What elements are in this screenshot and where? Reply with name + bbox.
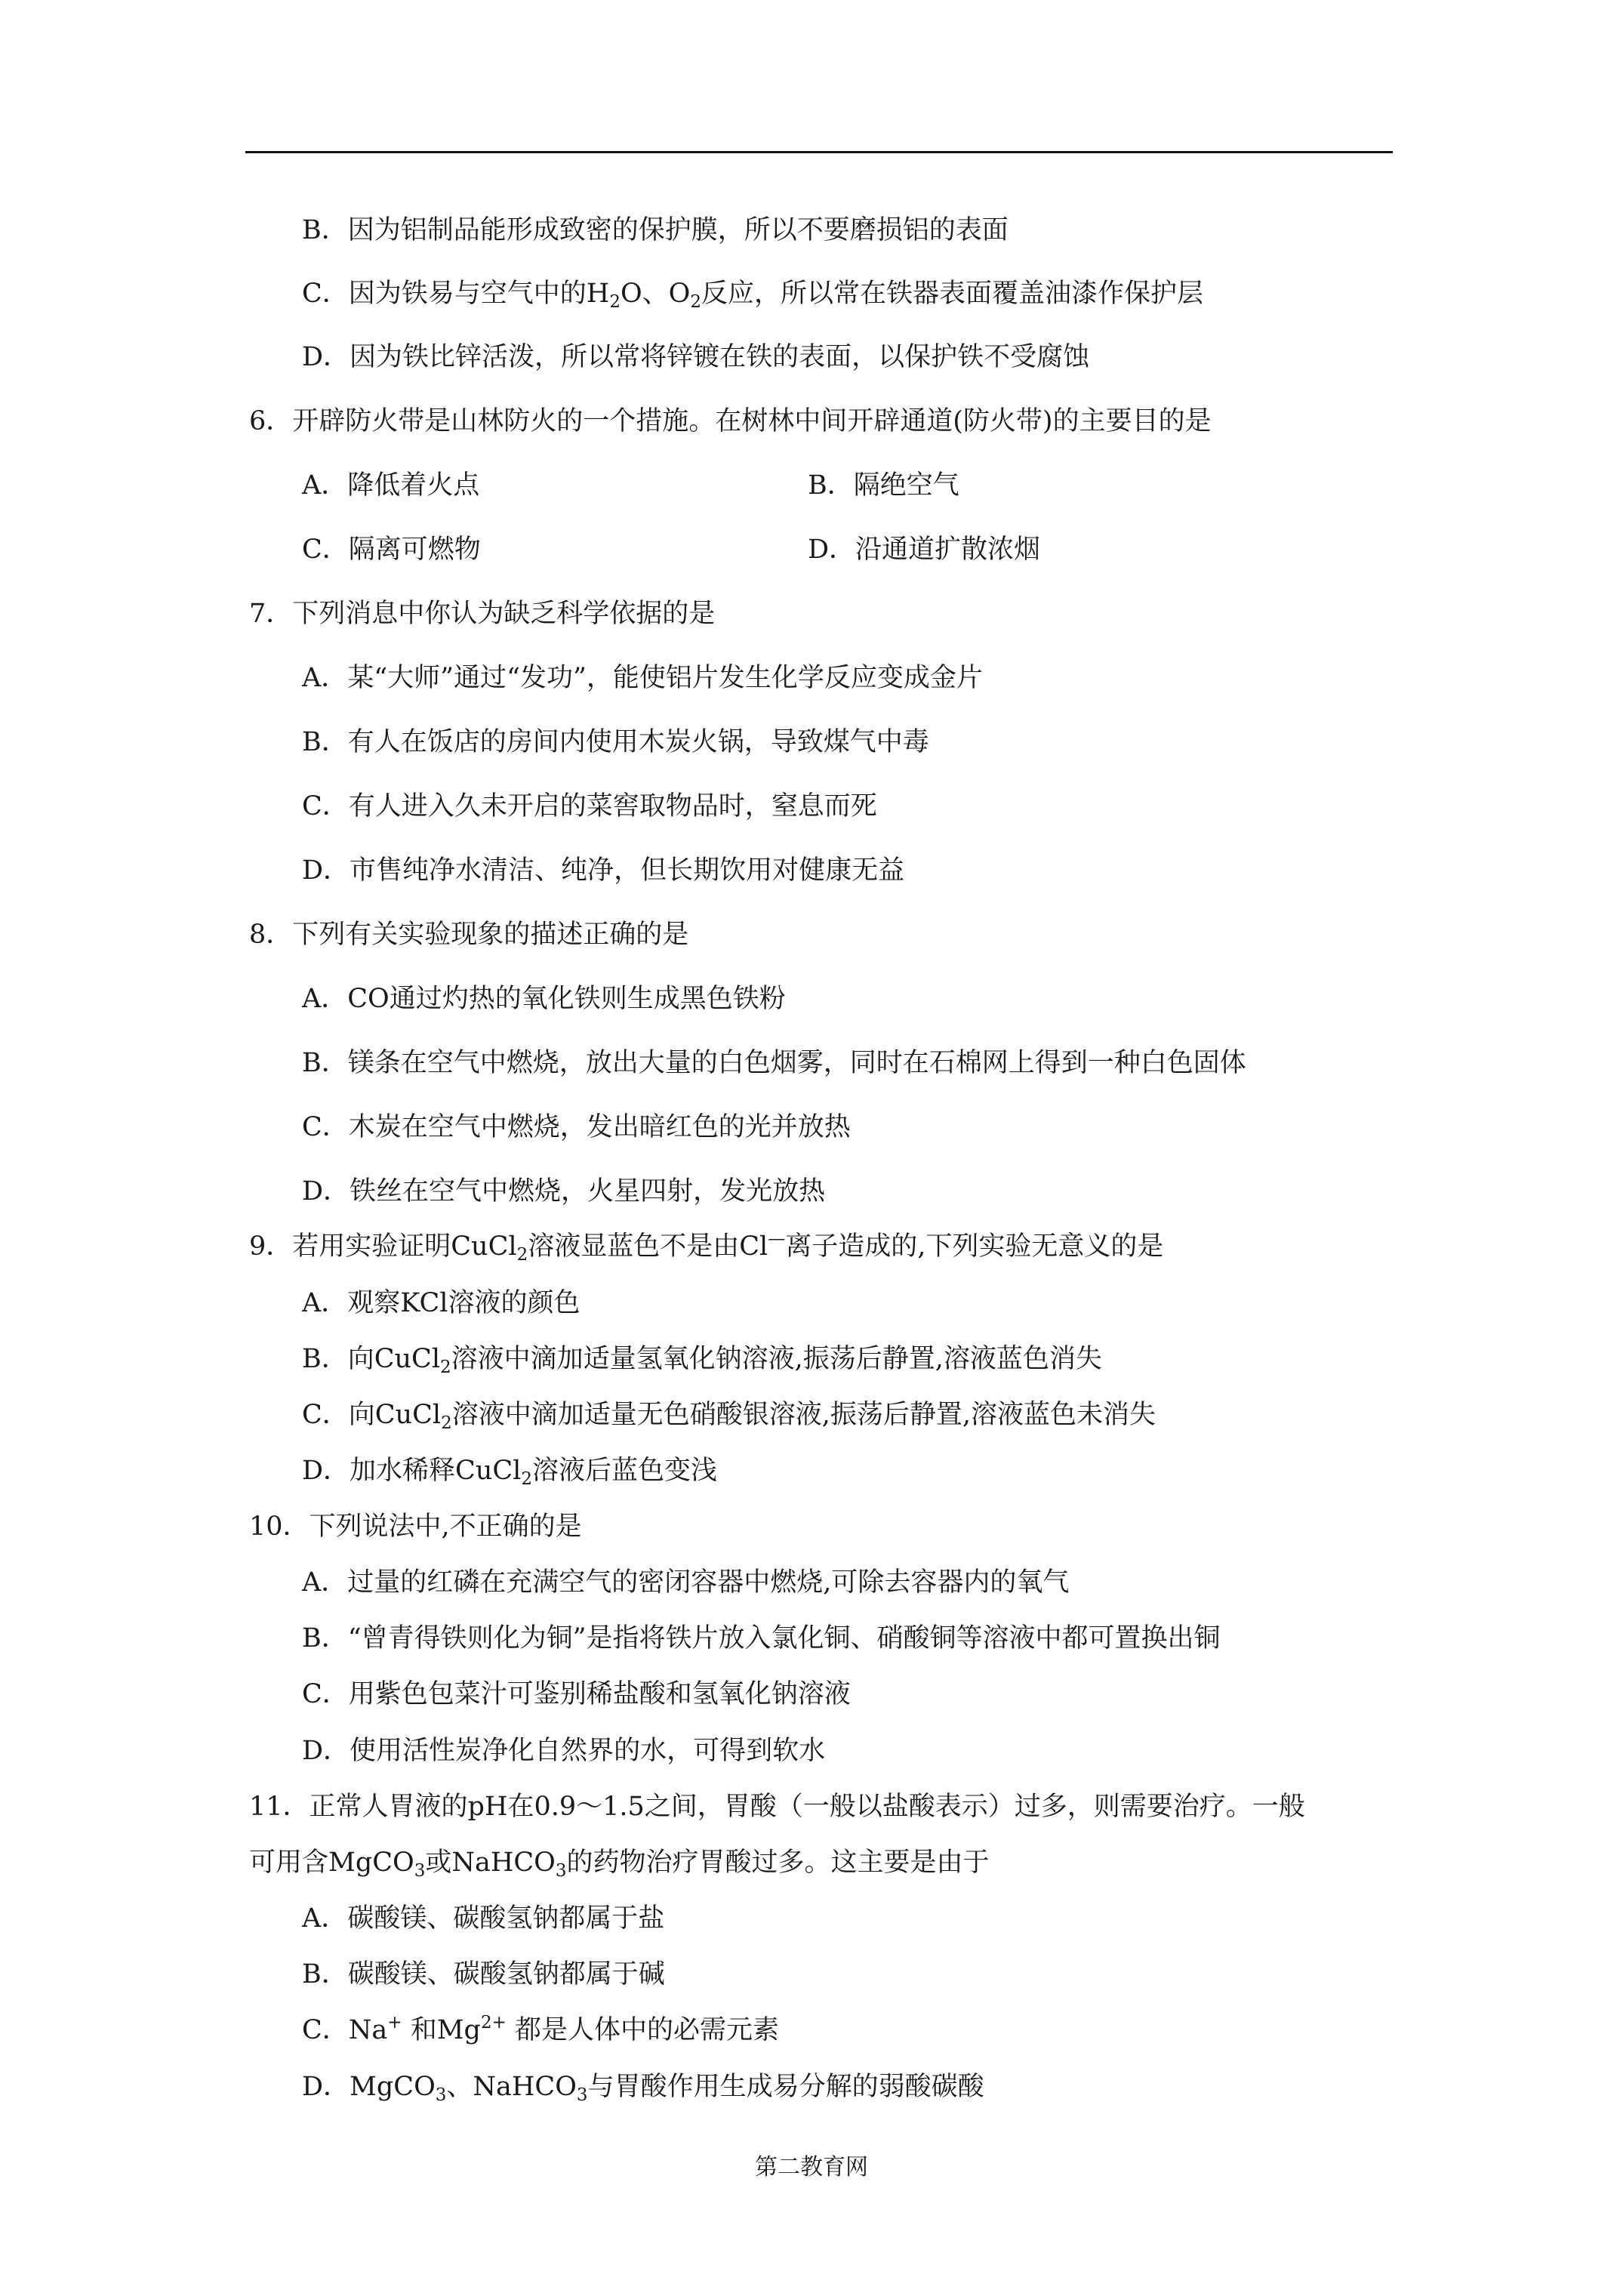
q6-option-c: C．隔离可燃物 bbox=[302, 535, 481, 565]
q8-option-c: C．木炭在空气中燃烧，发出暗红色的光并放热 bbox=[302, 1112, 851, 1142]
q11-stem-line1: 11．正常人胃液的pH在0.9～1.5之间，胃酸（一般以盐酸表示）过多，则需要治疗。一般 bbox=[249, 1792, 1305, 1822]
q6-option-b: B．隔绝空气 bbox=[808, 470, 959, 501]
q5-option-b: B．因为铝制品能形成致密的保护膜，所以不要磨损铝的表面 bbox=[302, 215, 1009, 245]
q11-stem-line2: 可用含MgCO$_3$或NaHCO$_3$的药物治疗胃酸过多。这主要是由于 bbox=[249, 1848, 990, 1881]
q7-option-b: B．有人在饭店的房间内使用木炭火锅，导致煤气中毒 bbox=[302, 727, 929, 757]
q6-stem: 6．开辟防火带是山林防火的一个措施。在树林中间开辟通道(防火带)的主要目的是 bbox=[249, 406, 1212, 436]
q8-option-d: D．铁丝在空气中燃烧，火星四射，发光放热 bbox=[302, 1176, 826, 1207]
q10-stem: 10．下列说法中,不正确的是 bbox=[249, 1512, 582, 1542]
q8-option-b: B．镁条在空气中燃烧，放出大量的白色烟雾，同时在石棉网上得到一种白色固体 bbox=[302, 1048, 1246, 1078]
q8-option-a: A．CO通过灼热的氧化铁则生成黑色铁粉 bbox=[302, 984, 786, 1014]
q10-option-c: C．用紫色包菜汁可鉴别稀盐酸和氢氧化钠溶液 bbox=[302, 1679, 851, 1709]
q10-option-b: B．“曾青得铁则化为铜”是指将铁片放入氯化铜、硝酸铜等溶液中都可置换出铜 bbox=[302, 1623, 1221, 1653]
q5-option-d: D．因为铁比锌活泼，所以常将锌镀在铁的表面，以保护铁不受腐蚀 bbox=[302, 342, 1090, 372]
q6-option-a: A．降低着火点 bbox=[302, 470, 480, 501]
q9-option-b: B．向CuCl$_2$溶液中滴加适量氢氧化钠溶液,振荡后静置,溶液蓝色消失 bbox=[302, 1344, 1102, 1377]
page-footer: 第二教育网 bbox=[755, 2154, 868, 2180]
q9-stem: 9．若用实验证明CuCl$_2$溶液显蓝色不是由Cl—离子造成的,下列实验无意义的是 bbox=[249, 1229, 1164, 1265]
q6-option-d: D．沿通道扩散浓烟 bbox=[808, 535, 1041, 565]
q7-option-c: C．有人进入久未开启的菜窖取物品时，窒息而死 bbox=[302, 791, 877, 821]
q7-option-a: A．某“大师”通过“发功”，能使铝片发生化学反应变成金片 bbox=[302, 663, 983, 693]
q9-option-c: C．向CuCl$_2$溶液中滴加适量无色硝酸银溶液,振荡后静置,溶液蓝色未消失 bbox=[302, 1400, 1156, 1433]
q7-option-d: D．市售纯净水清洁、纯净，但长期饮用对健康无益 bbox=[302, 855, 905, 886]
q11-option-d: D．MgCO$_3$、NaHCO$_3$与胃酸作用生成易分解的弱酸碳酸 bbox=[302, 2072, 984, 2105]
header-rule bbox=[245, 151, 1393, 153]
q10-option-d: D．使用活性炭净化自然界的水，可得到软水 bbox=[302, 1736, 826, 1766]
q11-option-b: B．碳酸镁、碳酸氢钠都属于碱 bbox=[302, 1959, 665, 1989]
q9-option-a: A．观察KCl溶液的颜色 bbox=[302, 1288, 581, 1318]
q10-option-a: A．过量的红磷在充满空气的密闭容器中燃烧,可除去容器内的氧气 bbox=[302, 1567, 1070, 1598]
q7-stem: 7．下列消息中你认为缺乏科学依据的是 bbox=[249, 599, 716, 629]
q11-option-a: A．碳酸镁、碳酸氢钠都属于盐 bbox=[302, 1903, 665, 1934]
q9-option-d: D．加水稀释CuCl$_2$溶液后蓝色变浅 bbox=[302, 1456, 718, 1489]
q11-option-c: C．Na+ 和$Mg^{2+}$ 都是人体中的必需元素 bbox=[302, 2013, 779, 2045]
q8-stem: 8．下列有关实验现象的描述正确的是 bbox=[249, 920, 689, 950]
q5-option-c: C．因为铁易与空气中的$H_2O$、$O_2$反应，所以常在铁器表面覆盖油漆作保护层 bbox=[302, 279, 1203, 312]
